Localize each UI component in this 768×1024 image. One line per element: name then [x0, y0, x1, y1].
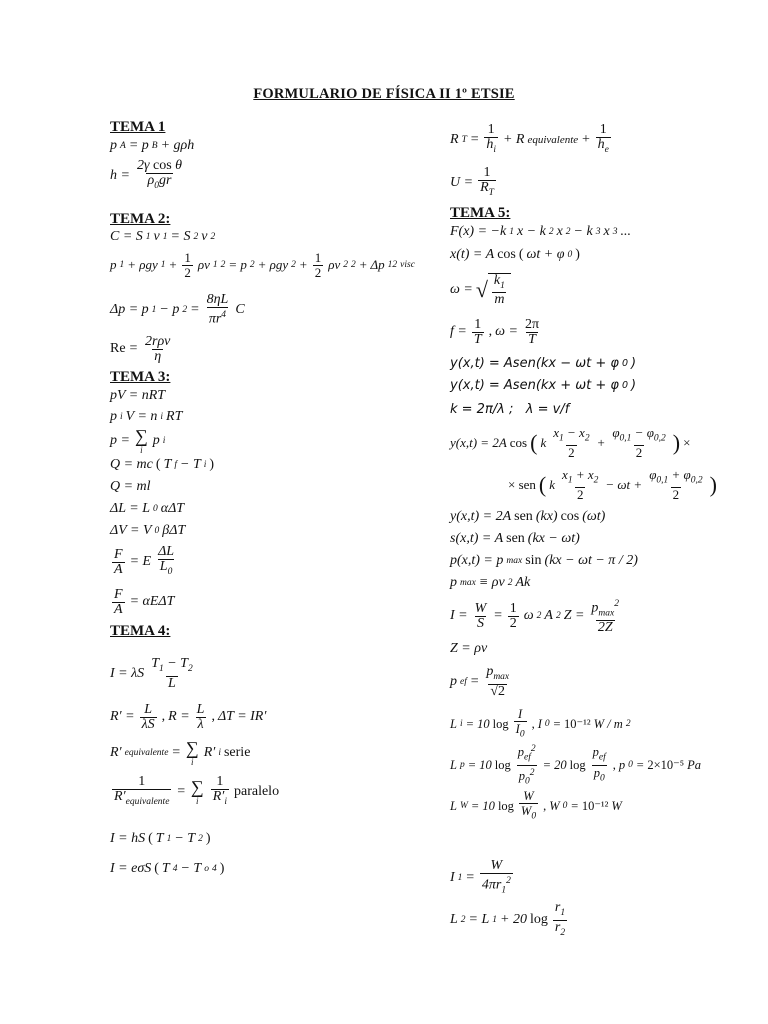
tema5-heading: TEMA 5: [450, 205, 511, 221]
eq-pef: p ef = $\frac{p_{max}}{√2}$ [450, 664, 510, 699]
eq-reynolds: Re = $\frac{\text{2rρv}}{\eta}$ [110, 333, 171, 364]
eq-dalton: p = ∑ i p i [110, 425, 166, 455]
tema4-heading: TEMA 4: [110, 623, 171, 639]
page-title: FORMULARIO DE FÍSICA II 1º ETSIE [253, 86, 515, 102]
right-column [450, 118, 750, 940]
eq-interference-1: y(x,t) = 2A cos ( k $\frac{x_1 - x_2}{2}$ + $\frac{\varphi_{0,1} - \varphi_{0,2}}{2}$ ) × [450, 424, 691, 461]
eq-wave-minus-x: y(x,t) = Asen(kx + ωt + φ 0 ) [450, 377, 637, 393]
eq-standing-wave: y(x,t) = 2A sen (kx) cos (ωt) [450, 509, 606, 524]
eq-linear-expansion: ΔL = L 0 αΔT [110, 501, 185, 516]
eq-angular-frequency: ω = √ $\frac{k_1}{m}$ [450, 268, 750, 312]
tema3-heading: TEMA 3: [110, 369, 171, 385]
eq-pmax: p max ≡ ρv 2 Ak [450, 575, 531, 590]
eq-volume-expansion: ΔV = V 0 βΔT [110, 523, 186, 538]
left-column [110, 118, 415, 884]
eq-level-distance: L 2 = L 1 + 20 log $\frac{r_1}{r_2}$ [450, 899, 566, 938]
eq-thermal-stress: $\frac{F}{A}$ = αEΔT [114, 586, 175, 617]
tema2-heading: TEMA 2: [110, 211, 171, 227]
eq-heat: Q = mc ( T f − T i ) [110, 457, 215, 472]
eq-convection: I = hS ( T 1 − T 2 ) [110, 831, 211, 846]
eq-frequency: f = $\frac{1}{T}$ , ω = $\frac{2\pi}{T}$ [450, 316, 540, 347]
eq-partial-pressure: p i V = n i RT [110, 409, 183, 424]
eq-thermal-resistance: R′ = $\frac{L}{\lambda S}$ , R = $\frac{L}{\lambda}$ , ΔT = IR′ [110, 701, 267, 732]
eq-power-level: L W = 10 log $\frac{W}{W_0}$ , W 0 = 10⁻¹² W [450, 788, 622, 822]
tema1-heading: TEMA 1 [110, 119, 166, 135]
eq-transmittance: U = $\frac{1}{R_T}$ [450, 165, 494, 198]
eq-spherical-intensity: I 1 = $\frac{W}{4\pi r_1^2}$ [450, 857, 511, 896]
eq-impedance: Z = ρv [450, 641, 488, 656]
eq-shm: x(t) = A cos ( ωt + φ 0 ) [450, 247, 580, 262]
eq-conduction: I = λS $\frac{T_1 - T_2}{L}$ [110, 656, 193, 691]
eq-capillary-height: h = $\frac{\text{2γ cos θ}}{\rho_0gr}$ [110, 158, 183, 191]
eq-intensity: I = $\frac{W}{S}$ = $\frac{1}{2}$ ω 2 A 2 Z = $\frac{p_{max}^2}{2Z}$ [450, 598, 619, 636]
eq-interference-2: × sen ( k $\frac{x_1 + x_2}{2}$ − ωt + $\frac{\varphi_{0,1} + \varphi_{0,2}}{2}$ ) [508, 466, 717, 503]
eq-bernoulli: p 1 + ρgy 1 + $\frac{1}{2}$ ρv 1 2 = p 2 + ρgy 2 + $\frac{1}{2}$ ρv 2 2 + Δp 12 visc [110, 249, 415, 280]
eq-latent-heat: Q = ml [110, 479, 151, 494]
eq-displacement-wave: s(x,t) = A sen (kx − ωt) [450, 531, 580, 546]
eq-pressure-level: L p = 10 log $\frac{p_{ef}^2}{p_0^2}$ = 20 log $\frac{p_{ef}}{p_0}$ , p 0 = 2×10⁻⁵ Pa [450, 743, 701, 787]
eq-series-resistance: R′ equivalente = ∑ i R′ i serie [110, 737, 251, 767]
eq-total-resistance: R T = $\frac{1}{h_i}$ + R equivalente + $\frac{1}{h_e}$ [450, 122, 609, 155]
eq-intensity-level: L i = 10 log $\frac{I}{I_0}$ , I 0 = 10⁻¹² W / m 2 [450, 706, 631, 740]
eq-wave-number: k = 2π/λ ; λ = v/f [450, 401, 570, 417]
eq-wave-plus-x: y(x,t) = Asen(kx − ωt + φ 0 ) [450, 355, 637, 371]
eq-hydrostatic-pressure: p A = p B + gρh [110, 138, 195, 153]
eq-pressure-wave: p(x,t) = p max sin (kx − ωt − π / 2) [450, 553, 638, 568]
eq-poiseuille: Δp = p 1 − p 2 = $\frac{8\eta L}{\pi r^4}$ C [110, 292, 245, 327]
eq-ideal-gas: pV = nRT [110, 388, 166, 403]
eq-young: $\frac{F}{A}$ = E $\frac{\Delta L}{L_0}$ [114, 544, 175, 577]
eq-radiation: I = eσS ( T 4 − T o 4 ) [110, 861, 225, 876]
eq-parallel-resistance: $\frac{1}{R'_{equivalente}}$ = ∑ i $\frac{1}{R'_i}$ paralelo [114, 774, 280, 807]
eq-force-series: F(x) = −k 1 x − k 2 x 2 − k 3 x 3 ... [450, 224, 631, 239]
eq-continuity: C = S 1 v 1 = S 2 v 2 [110, 229, 216, 244]
